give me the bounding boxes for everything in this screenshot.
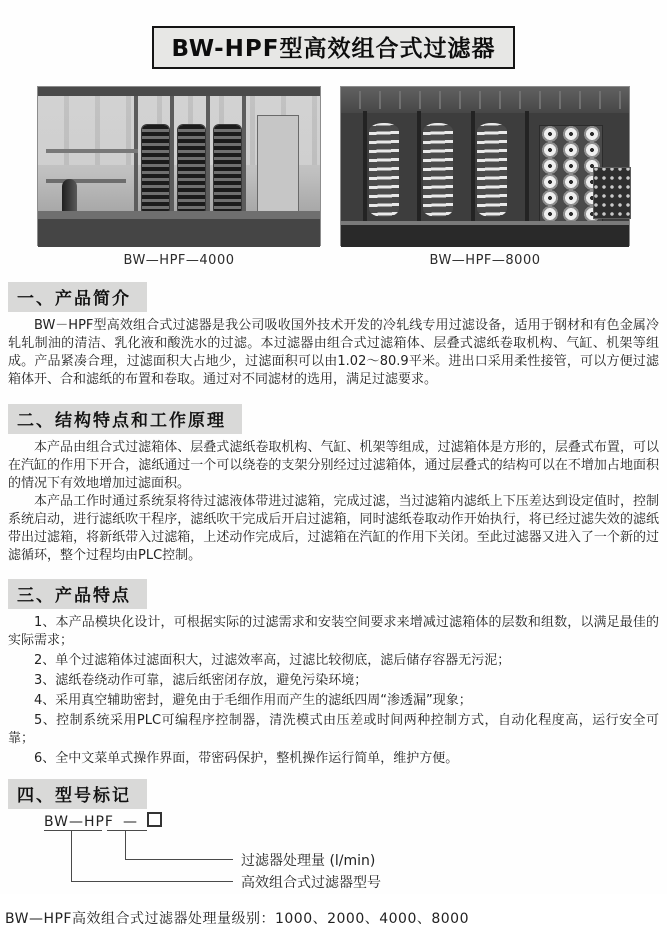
pipe — [46, 149, 138, 153]
model-prefix: BW—HPF — [44, 814, 114, 830]
structure-text — [8, 439, 659, 565]
photo-bwhpf-8000 — [340, 86, 630, 246]
leader-line-flow — [125, 830, 126, 860]
underline-prefix — [44, 830, 102, 831]
model-code — [44, 812, 162, 830]
filter-stack — [477, 123, 507, 217]
section-heading-intro: 一、产品简介 — [8, 282, 147, 312]
filter-stack — [178, 125, 205, 215]
model-designation-diagram — [8, 812, 667, 898]
underline-box — [107, 830, 147, 831]
leader-line-flow — [125, 859, 233, 860]
feature-item: 3、滤纸卷绕动作可靠，滤后纸密闭存放，避免污染环境； — [34, 673, 368, 688]
intro-text — [8, 317, 659, 389]
leader-line-type — [71, 830, 72, 882]
figure-bwhpf-4000 — [37, 86, 321, 268]
section-heading-structure: 二、结构特点和工作原理 — [8, 404, 242, 434]
intro-paragraph: BW－HPF型高效组合式过滤器是我公司吸收国外技术开发的冷轧线专用过滤设备，适用于钢材和有色金属冷轧轧制油的清洁、乳化液和酸洗水的过滤。本过滤器由组合式过滤箱体、层叠式滤纸卷取机构、气缸、机架等组成。产品紧凑合理，过滤面积大占地少，过滤面积可以由1.02～80.9平米。进出口采用柔性接管，可以方便过滤箱体开、合和滤纸的布置和卷取。通过对不同滤材的选用，满足过滤要求。 — [8, 318, 659, 387]
photo-caption: BW—HPF—4000 — [123, 253, 235, 268]
feature-item: 1、本产品模块化设计，可根据实际的过滤需求和安装空间要求来增减过滤箱体的层数和组数，以满足最佳的实际需求； — [8, 615, 659, 648]
machine-base — [38, 219, 320, 247]
title-wrap — [0, 0, 667, 69]
filter-stack — [423, 123, 453, 217]
leader-line-type — [71, 881, 233, 882]
label-flow-rate: 过滤器处理量 (l/min) — [241, 853, 376, 869]
control-cabinet — [593, 167, 631, 219]
photo-beam — [38, 87, 320, 96]
feature-item: 6、全中文菜单式操作界面，带密码保护，整机操作运行简单，维护方便。 — [34, 751, 459, 766]
feature-list — [8, 614, 659, 768]
structure-paragraph-1: 本产品由组合式过滤箱体、层叠式滤纸卷取机构、气缸、机架等组成，过滤箱体是方形的，层叠式布置，可以在汽缸的作用下开合，滤纸通过一个可以绕卷的支架分别经过过滤箱体，通过层叠式的结构可以在不增加占地面积的情况下有效地增加过滤面积。 — [8, 440, 659, 491]
roof-truss — [341, 91, 629, 109]
photo-bwhpf-4000 — [37, 86, 321, 246]
model-dash: — — [122, 814, 138, 830]
section-heading-features: 三、产品特点 — [8, 579, 147, 609]
photo-row — [0, 86, 667, 268]
filter-stack — [214, 125, 241, 215]
pipe — [46, 179, 126, 183]
filter-stack — [369, 123, 399, 217]
photo-caption: BW—HPF—8000 — [429, 253, 541, 268]
model-placeholder-box — [147, 812, 162, 827]
label-filter-type: 高效组合式过滤器型号 — [241, 875, 381, 891]
figure-bwhpf-8000 — [340, 86, 630, 268]
feature-item: 4、采用真空辅助密封，避免由于毛细作用而产生的滤纸四周“渗透漏”现象； — [34, 693, 472, 708]
filter-stack — [142, 125, 169, 215]
floor — [341, 225, 629, 247]
section-heading-model: 四、型号标记 — [8, 779, 147, 809]
feature-item: 2、单个过滤箱体过滤面积大，过滤效率高，过滤比较彻底，滤后储存容器无污泥； — [34, 653, 511, 668]
page-title: BW-HPF型高效组合式过滤器 — [152, 26, 516, 69]
model-levels-note: BW—HPF高效组合式过滤器处理量级别：1000、2000、4000、8000 — [5, 911, 469, 927]
structure-paragraph-2: 本产品工作时通过系统泵将待过滤液体带进过滤箱，完成过滤，当过滤箱内滤纸上下压差达到设定值时，控制系统启动，进行滤纸吹干程序，滤纸吹干完成后开启过滤箱，同时滤纸卷取动作开始执行，将已经过滤失效的滤纸带出过滤箱，将新纸带入过滤箱，上述动作完成后，过滤箱在汽缸的作用下关闭。至此过滤器又进入了一个新的过滤循环，整个过程均由PLC控制。 — [8, 494, 659, 563]
feature-item: 5、控制系统采用PLC可编程序控制器，清洗模式由压差或时间两种控制方式，自动化程度高，运行安全可靠； — [8, 713, 659, 746]
